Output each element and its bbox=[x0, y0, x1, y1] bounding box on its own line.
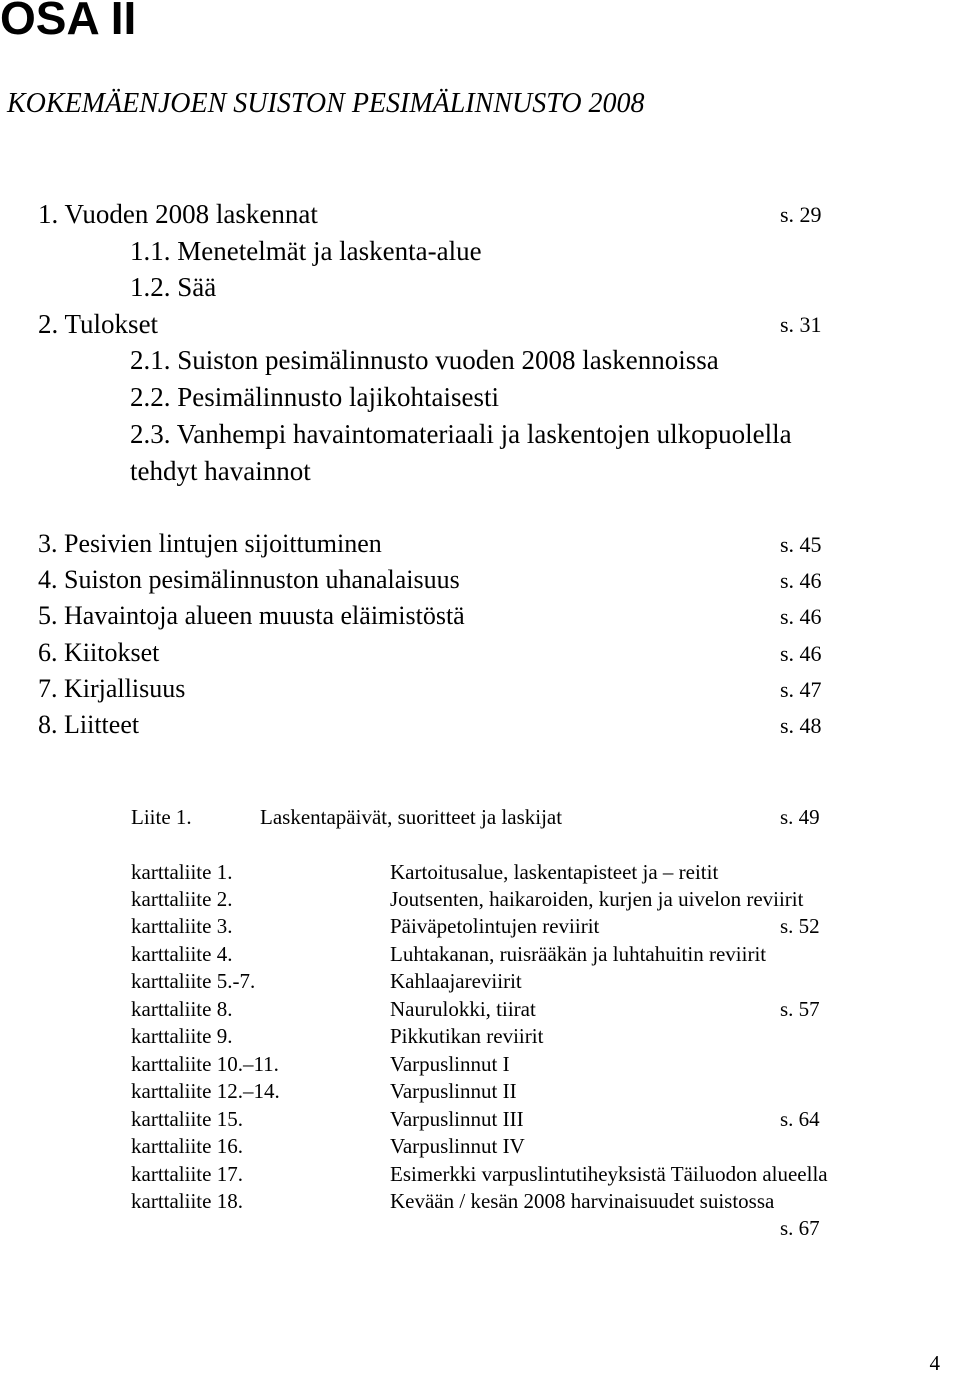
map-appendix-page: s. 64 bbox=[780, 1107, 820, 1131]
toc-page-5: s. 46 bbox=[780, 604, 822, 629]
map-appendix-page: s. 57 bbox=[780, 997, 820, 1021]
map-appendix-label: karttaliite 2. bbox=[131, 887, 233, 911]
toc-page-8: s. 48 bbox=[780, 713, 822, 738]
toc-entry-2: 2. Tulokset bbox=[38, 309, 159, 339]
liite-label: Liite 1. bbox=[131, 805, 192, 829]
map-appendix-label: karttaliite 10.–11. bbox=[131, 1052, 279, 1076]
toc-entry-5: 5. Havaintoja alueen muusta eläimistöstä bbox=[38, 601, 465, 630]
toc-entry-6: 6. Kiitokset bbox=[38, 638, 160, 667]
toc-entry-2-2: 2.2. Pesimälinnusto lajikohtaisesti bbox=[130, 382, 499, 412]
final-page-ref: s. 67 bbox=[780, 1216, 820, 1240]
map-appendix-label: karttaliite 16. bbox=[131, 1134, 243, 1158]
map-appendix-title: Kevään / kesän 2008 harvinaisuudet suistossa bbox=[390, 1189, 775, 1213]
map-appendix-label: karttaliite 8. bbox=[131, 997, 233, 1021]
toc-entry-2-3: 2.3. Vanhempi havaintomateriaali ja laskentojen ulkopuolella bbox=[130, 419, 792, 449]
map-appendix-title: Pikkutikan reviirit bbox=[390, 1024, 544, 1048]
map-appendix-label: karttaliite 5.-7. bbox=[131, 969, 256, 993]
toc-page-1: s. 29 bbox=[780, 202, 822, 227]
map-appendix-page: s. 52 bbox=[780, 914, 820, 938]
map-appendix-label: karttaliite 9. bbox=[131, 1024, 233, 1048]
map-appendix-label: karttaliite 15. bbox=[131, 1107, 243, 1131]
toc-entry-8: 8. Liitteet bbox=[38, 710, 140, 739]
map-appendix-title: Naurulokki, tiirat bbox=[390, 997, 536, 1021]
map-appendix-title: Päiväpetolintujen reviirit bbox=[390, 914, 600, 938]
map-appendix-label: karttaliite 1. bbox=[131, 860, 233, 884]
map-appendix-label: karttaliite 17. bbox=[131, 1162, 243, 1186]
map-appendix-label: karttaliite 4. bbox=[131, 942, 233, 966]
toc-page-3: s. 45 bbox=[780, 532, 822, 557]
map-appendix-label: karttaliite 18. bbox=[131, 1189, 243, 1213]
document-subtitle: KOKEMÄENJOEN SUISTON PESIMÄLINNUSTO 2008 bbox=[7, 88, 645, 119]
liite-page: s. 49 bbox=[780, 805, 820, 829]
map-appendix-title: Esimerkki varpuslintutiheyksistä Täiluodon alueella bbox=[390, 1162, 828, 1186]
liite-title: Laskentapäivät, suoritteet ja laskijat bbox=[260, 805, 563, 829]
map-appendix-label: karttaliite 3. bbox=[131, 914, 233, 938]
map-appendix-label: karttaliite 12.–14. bbox=[131, 1079, 280, 1103]
toc-page-2: s. 31 bbox=[780, 312, 822, 337]
page-number: 4 bbox=[929, 1351, 940, 1375]
map-appendix-title: Kahlaajareviirit bbox=[390, 969, 522, 993]
toc-entry-2-3-cont: tehdyt havainnot bbox=[130, 456, 311, 486]
map-appendix-title: Varpuslinnut I bbox=[390, 1052, 510, 1076]
toc-entry-1-1: 1.1. Menetelmät ja laskenta-alue bbox=[130, 236, 482, 266]
map-appendix-title: Varpuslinnut II bbox=[390, 1079, 517, 1103]
toc-entry-1: 1. Vuoden 2008 laskennat bbox=[38, 199, 318, 229]
map-appendix-title: Luhtakanan, ruisrääkän ja luhtahuitin reviirit bbox=[390, 942, 767, 966]
toc-entry-2-1: 2.1. Suiston pesimälinnusto vuoden 2008 laskennoissa bbox=[130, 345, 719, 375]
map-appendix-title: Joutsenten, haikaroiden, kurjen ja uivelon reviirit bbox=[390, 887, 804, 911]
toc-entry-4: 4. Suiston pesimälinnuston uhanalaisuus bbox=[38, 565, 460, 594]
toc-entry-1-2: 1.2. Sää bbox=[130, 272, 217, 302]
map-appendix-title: Varpuslinnut IV bbox=[390, 1134, 525, 1158]
map-appendix-title: Kartoitusalue, laskentapisteet ja – reitit bbox=[390, 860, 719, 884]
toc-page-7: s. 47 bbox=[780, 677, 822, 702]
toc-entry-3: 3. Pesivien lintujen sijoittuminen bbox=[38, 529, 382, 558]
toc-entry-7: 7. Kirjallisuus bbox=[38, 674, 186, 703]
toc-page-6: s. 46 bbox=[780, 641, 822, 666]
toc-page-4: s. 46 bbox=[780, 568, 822, 593]
part-heading: OSA II bbox=[0, 0, 137, 44]
map-appendix-title: Varpuslinnut III bbox=[390, 1107, 524, 1131]
